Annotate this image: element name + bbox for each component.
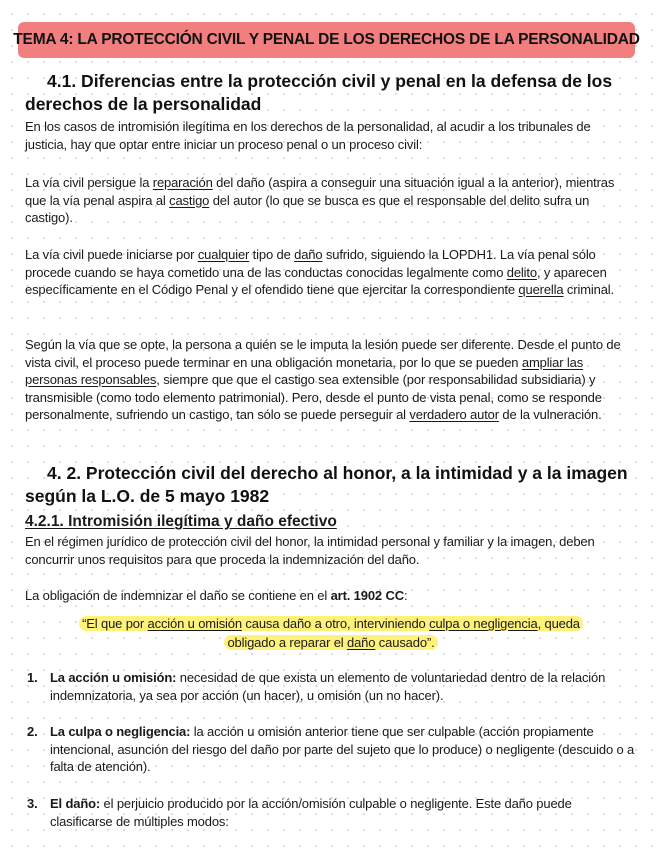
text: del autor (lo que se busca es que el responsable del delito sufra un castigo). — [25, 192, 590, 225]
text: sufrido, siguiendo la LOPDH1. La vía penal sólo procede cuando se haya cometido una de las conductas conocidas legalmente como — [25, 247, 596, 280]
section-heading-line2: según la L.O. de 5 mayo 1982 — [25, 486, 270, 506]
underlined-term: verdadero autor — [409, 407, 499, 422]
underlined-term: culpa o negligencia — [429, 616, 538, 631]
list-number: 3. — [27, 796, 38, 811]
list-term: La culpa o negligencia: — [50, 724, 191, 739]
paragraph-article-1902 — [25, 587, 635, 605]
underlined-term: ampliar las personas responsables — [25, 354, 584, 387]
text: de la vulneración. — [498, 407, 602, 422]
highlighted-quote — [56, 614, 606, 652]
text: causa daño a otro, interviniendo — [241, 616, 430, 631]
list-number: 2. — [27, 724, 38, 739]
subsection-heading-4-2-1: 4.2.1. Intromisión ilegítima y daño efectivo — [25, 513, 337, 530]
underlined-term: reparación — [152, 175, 213, 190]
section-heading-4-1 — [25, 70, 635, 116]
list-item — [25, 669, 635, 704]
underlined-term: daño — [294, 247, 323, 262]
text: del daño (aspira a conseguir una situación igual a la anterior), mientras que la vía penal aspira al — [25, 175, 615, 208]
topic-title: TEMA 4: LA PROTECCIÓN CIVIL Y PENAL DE LOS DERECHOS DE LA PERSONALIDAD — [13, 31, 640, 48]
paragraph-procedure — [25, 246, 635, 299]
text: tipo de — [249, 247, 295, 262]
text: “El que por — [82, 616, 148, 631]
text: La obligación de indemnizar el daño se contiene en el — [25, 588, 331, 603]
underlined-term: querella — [518, 282, 564, 297]
underlined-term: cualquier — [197, 247, 250, 262]
underlined-term: castigo — [169, 192, 210, 208]
text: La vía civil puede iniciarse por — [25, 247, 198, 262]
section-heading-line1: 4.1. Diferencias entre la protección civil y penal en la defensa de los — [47, 71, 613, 91]
list-term: La acción u omisión: — [50, 670, 177, 685]
text: La vía civil persigue la — [25, 175, 153, 190]
text: , queda obligado a reparar el — [227, 616, 580, 650]
paragraph-responsibility — [25, 336, 635, 424]
text: : — [403, 588, 408, 603]
underlined-term: daño — [347, 635, 376, 650]
underlined-term: acción u omisión — [147, 616, 242, 631]
text: criminal. — [563, 282, 614, 297]
list-text: el perjuicio producido por la acción/omisión culpable o negligente. Este daño puede clasificarse de múltiples modos: — [50, 796, 572, 829]
text: causado”. — [375, 635, 435, 650]
underlined-term: delito — [506, 264, 537, 280]
text: , y aparecen específicamente en el Código Penal y el ofendido tiene que ejercitar la correspondiente — [25, 264, 607, 297]
section-heading-line1: 4. 2. Protección civil del derecho al honor, a la intimidad y a la imagen — [47, 463, 628, 483]
section-heading-4-2 — [25, 462, 635, 508]
paragraph-intro: En los casos de intromisión ilegítima en los derechos de la personalidad, al acudir a los tribunales de justicia, hay que optar entre iniciar un proceso penal o un proceso civil: — [25, 119, 591, 152]
list-item — [25, 795, 635, 830]
quote-highlight — [79, 616, 583, 650]
list-text: la acción u omisión anterior tiene que ser culpable (acción propiamente intencional, asunción del riesgo del daño por parte del sujeto que lo produce) o negligente (descuido o a falta de atención). — [50, 724, 635, 774]
list-item — [25, 723, 635, 776]
text: Según la vía que se opte, la persona a quién se le imputa la lesión puede ser diferente. Desde el punto de vista civil, el proceso puede terminar en una obligación monetaria, por lo que se pueden — [25, 337, 621, 370]
topic-title-banner — [13, 22, 640, 58]
paragraph-civil-vs-penal — [25, 174, 635, 227]
paragraph-requirements: En el régimen jurídico de protección civil del honor, la intimidad personal y familiar y la imagen, deben concurrir unos requisitos para que proceda la indemnización del daño. — [25, 534, 595, 567]
section-heading-line2: derechos de la personalidad — [25, 94, 262, 114]
article-reference: art. 1902 CC — [330, 588, 404, 603]
list-number: 1. — [27, 670, 38, 685]
list-term: El daño: — [50, 796, 101, 811]
text: , siempre que que el castigo sea extensible (por responsabilidad subsidiaria) y transmisible (como todo elemento patrimonial). Pero, desde el punto de vista penal, como se responde personalmente, sufriendo un castigo, tan sólo se puede perseguir al — [25, 372, 602, 422]
list-text: necesidad de que exista un elemento de voluntariedad dentro de la relación indemnizatoria, ya sea por acción (un hacer), u omisión (un no hacer). — [50, 670, 606, 703]
